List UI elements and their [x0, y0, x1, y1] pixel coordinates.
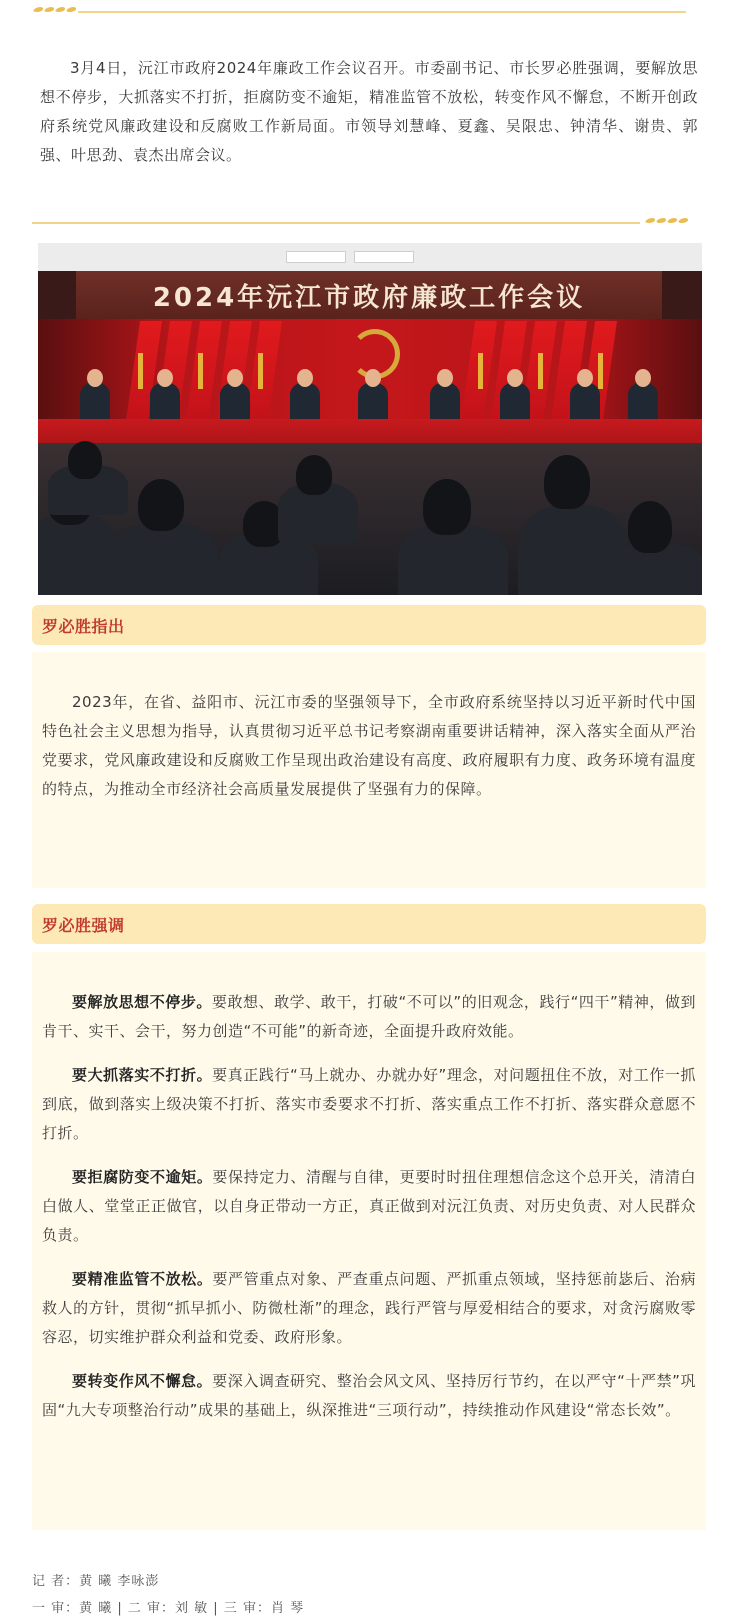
review-credit: 一 审：黄 曦 | 二 审：刘 敏 | 三 审：肖 琴: [32, 1601, 305, 1616]
section-paragraph: [42, 1061, 696, 1148]
meeting-photo: [38, 243, 702, 595]
wheat-ornament-icon: [34, 7, 76, 12]
section-paragraph: 2023年，在省、益阳市、沅江市委的坚强领导下，全市政府系统坚持以习近平新时代中国特色社会主义思想为指导，认真贯彻习近平总书记考察湖南重要讲话精神，深入落实全面从严治党要求，党风廉政建设和反腐败工作呈现出政治建设有高度、政府履职有力度、政务环境有温度的特点，为推动全市经济社会高质量发展提供了坚强有力的保障。: [42, 693, 696, 798]
section-body: [32, 952, 706, 1530]
section-body: [32, 652, 706, 888]
reporter-credit: 记 者：黄 曦 李咏澎: [32, 1574, 160, 1589]
paragraph-text: 要保持定力、清醒与自律，更要时时扭住理想信念这个总开关，清清白白做人、堂堂正正做官，以自身正带动一方正，真正做到对沅江负责、对历史负责、对人民群众负责。: [42, 1168, 696, 1244]
paragraph-text: 要严管重点对象、严查重点问题、严抓重点领域，坚持惩前毖后、治病救人的方针，贯彻“抓早抓小、防微杜渐”的理念，践行严管与厚爱相结合的要求，对贪污腐败零容忍，切实维护群众利益和党委、政府形象。: [42, 1270, 696, 1346]
top-divider: [78, 11, 686, 13]
section-title: 罗必胜强调: [42, 916, 125, 935]
section-paragraph: [42, 1367, 696, 1425]
paragraph-text: 要深入调查研究、整治会风文风、坚持厉行节约，在以严守“十严禁”巩固“九大专项整治行动”成果的基础上，纵深推进“三项行动”，持续推动作风建设“常态长效”。: [42, 1372, 696, 1419]
paragraph-lead: 要精准监管不放松。: [72, 1270, 213, 1288]
paragraph-text: 要真正践行“马上就办、办就办好”理念，对问题扭住不放，对工作一抓到底，做到落实上级决策不打折、落实市委要求不打折、落实重点工作不打折、落实群众意愿不打折。: [42, 1066, 696, 1142]
section-paragraph: [42, 988, 696, 1046]
paragraph-lead: 要解放思想不停步。: [72, 993, 212, 1011]
paragraph-lead: 要拒腐防变不逾矩。: [72, 1168, 213, 1186]
section-title-bar: [32, 904, 706, 944]
section-title: 罗必胜指出: [42, 617, 125, 636]
paragraph-lead: 要大抓落实不打折。: [72, 1066, 213, 1084]
paragraph-text: 要敢想、敢学、敢干，打破“不可以”的旧观念，践行“四干”精神，做到肯干、实干、会干，努力创造“不可能”的新奇迹，全面提升政府效能。: [42, 993, 696, 1040]
intro-paragraph: 3月4日，沅江市政府2024年廉政工作会议召开。市委副书记、市长罗必胜强调，要解放思想不停步，大抓落实不打折，拒腐防变不逾矩，精准监管不放松，转变作风不懈怠，不断开创政府系统党风廉政建设和反腐败工作新局面。市领导刘慧峰、夏鑫、吴限忠、钟清华、谢贵、郭强、叶思劲、袁杰出席会议。: [40, 59, 698, 164]
section-paragraph: [42, 1265, 696, 1352]
paragraph-lead: 要转变作风不懈怠。: [72, 1372, 213, 1390]
photo-divider: [32, 222, 640, 224]
section-paragraph: [42, 1163, 696, 1250]
photo-banner: [76, 271, 662, 319]
section-title-bar: [32, 605, 706, 645]
wheat-ornament-icon: [646, 218, 688, 223]
banner-text: 2024年沅江市政府廉政工作会议: [152, 282, 586, 313]
